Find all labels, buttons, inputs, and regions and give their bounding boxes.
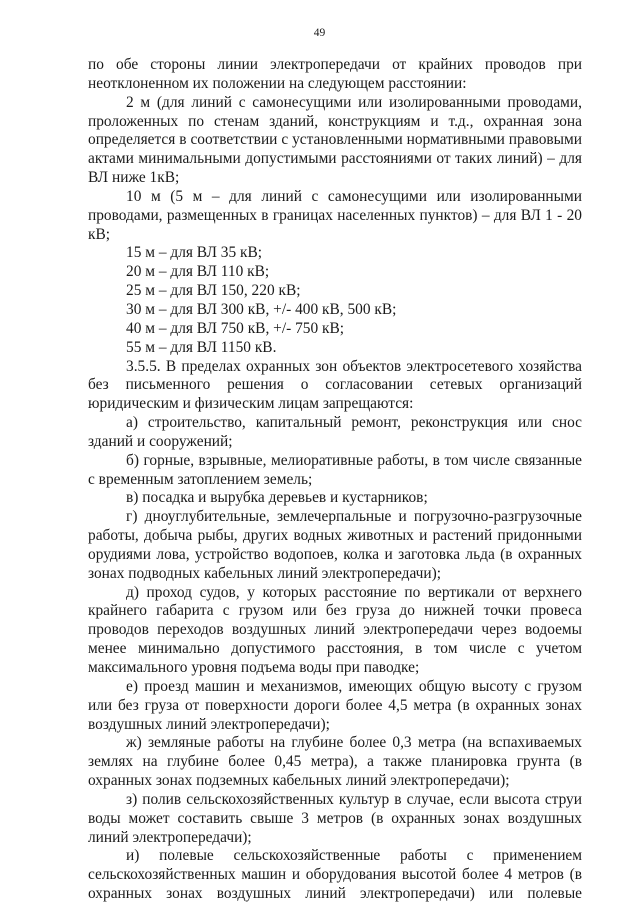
- paragraph-10m: 10 м (5 м – для линий с самонесущими или изолированными проводами, размещенных в границах населенных пунктов) – для ВЛ 1 - 20 кВ;: [88, 187, 582, 243]
- paragraph-2m: 2 м (для линий с самонесущими или изолированными проводами, проложенных по стенам зданий, конструкциям и т.д., охранная зона определяется в соответствии с установленными нормативными правовыми актами минимальными допустимыми расстояниями от таких линий) – для ВЛ ниже 1кВ;: [88, 93, 582, 187]
- page-number: 49: [313, 27, 326, 39]
- paragraph-intro: по обе стороны линии электропередачи от крайних проводов при неотклоненном их положении на следующем расстоянии:: [88, 56, 582, 92]
- document-body: [88, 56, 582, 904]
- distance-item-25m: 25 м – для ВЛ 150, 220 кВ;: [126, 282, 301, 300]
- list-item-g: г) дноуглубительные, землечерпальные и погрузочно-разгрузочные работы, добыча рыбы, других водных животных и растений придонными орудиями лова, устройство водопоев, колка и заготовка льда (в охранных зонах подводных кабельных линий электропередачи);: [88, 508, 582, 582]
- distance-item-55m: 55 м – для ВЛ 1150 кВ.: [126, 338, 277, 356]
- list-item-i: и) полевые сельскохозяйственные работы с применением сельскохозяйственных машин и оборудования высотой более 4 метров (в охранных зонах воздушных линий электропередачи) или полевые: [88, 847, 582, 903]
- list-item-a: а) строительство, капитальный ремонт, реконструкция или снос зданий и сооружений;: [88, 414, 582, 450]
- list-item-v: в) посадка и вырубка деревьев и кустарников;: [126, 489, 428, 507]
- distance-item-30m: 30 м – для ВЛ 300 кВ, +/- 400 кВ, 500 кВ;: [126, 300, 397, 318]
- list-item-d: д) проход судов, у которых расстояние по вертикали от верхнего крайнего габарита с грузом или без груза до нижней точки провеса проводов переходов воздушных линий электропередачи через водоемы менее минимально допустимого расстояния, в том числе с учетом максимального уровня подъема воды при паводке;: [88, 583, 582, 676]
- list-item-e: е) проезд машин и механизмов, имеющих общую высоту с грузом или без груза от поверхности дороги более 4,5 метра (в охранных зонах воздушных линий электропередачи);: [88, 677, 582, 733]
- distance-item-15m: 15 м – для ВЛ 35 кВ;: [126, 244, 263, 262]
- list-item-z: з) полив сельскохозяйственных культур в случае, если высота струи воды может составить свыше 3 метров (в охранных зонах воздушных линий электропередачи);: [88, 790, 582, 846]
- distance-item-20m: 20 м – для ВЛ 110 кВ;: [126, 263, 270, 281]
- list-item-zh: ж) земляные работы на глубине более 0,3 метра (на вспахиваемых землях на глубине более 0,45 метра), а также планировка грунта (в охранных зонах подземных кабельных линий электропередачи);: [88, 734, 582, 790]
- list-item-b: б) горные, взрывные, мелиоративные работы, в том числе связанные с временным затоплением земель;: [88, 451, 582, 488]
- section-3-5-5: 3.5.5. В пределах охранных зон объектов электросетевого хозяйства без письменного решения о согласовании сетевых организаций юридическим и физическим лицам запрещаются:: [88, 357, 582, 413]
- distance-item-40m: 40 м – для ВЛ 750 кВ, +/- 750 кВ;: [126, 319, 345, 337]
